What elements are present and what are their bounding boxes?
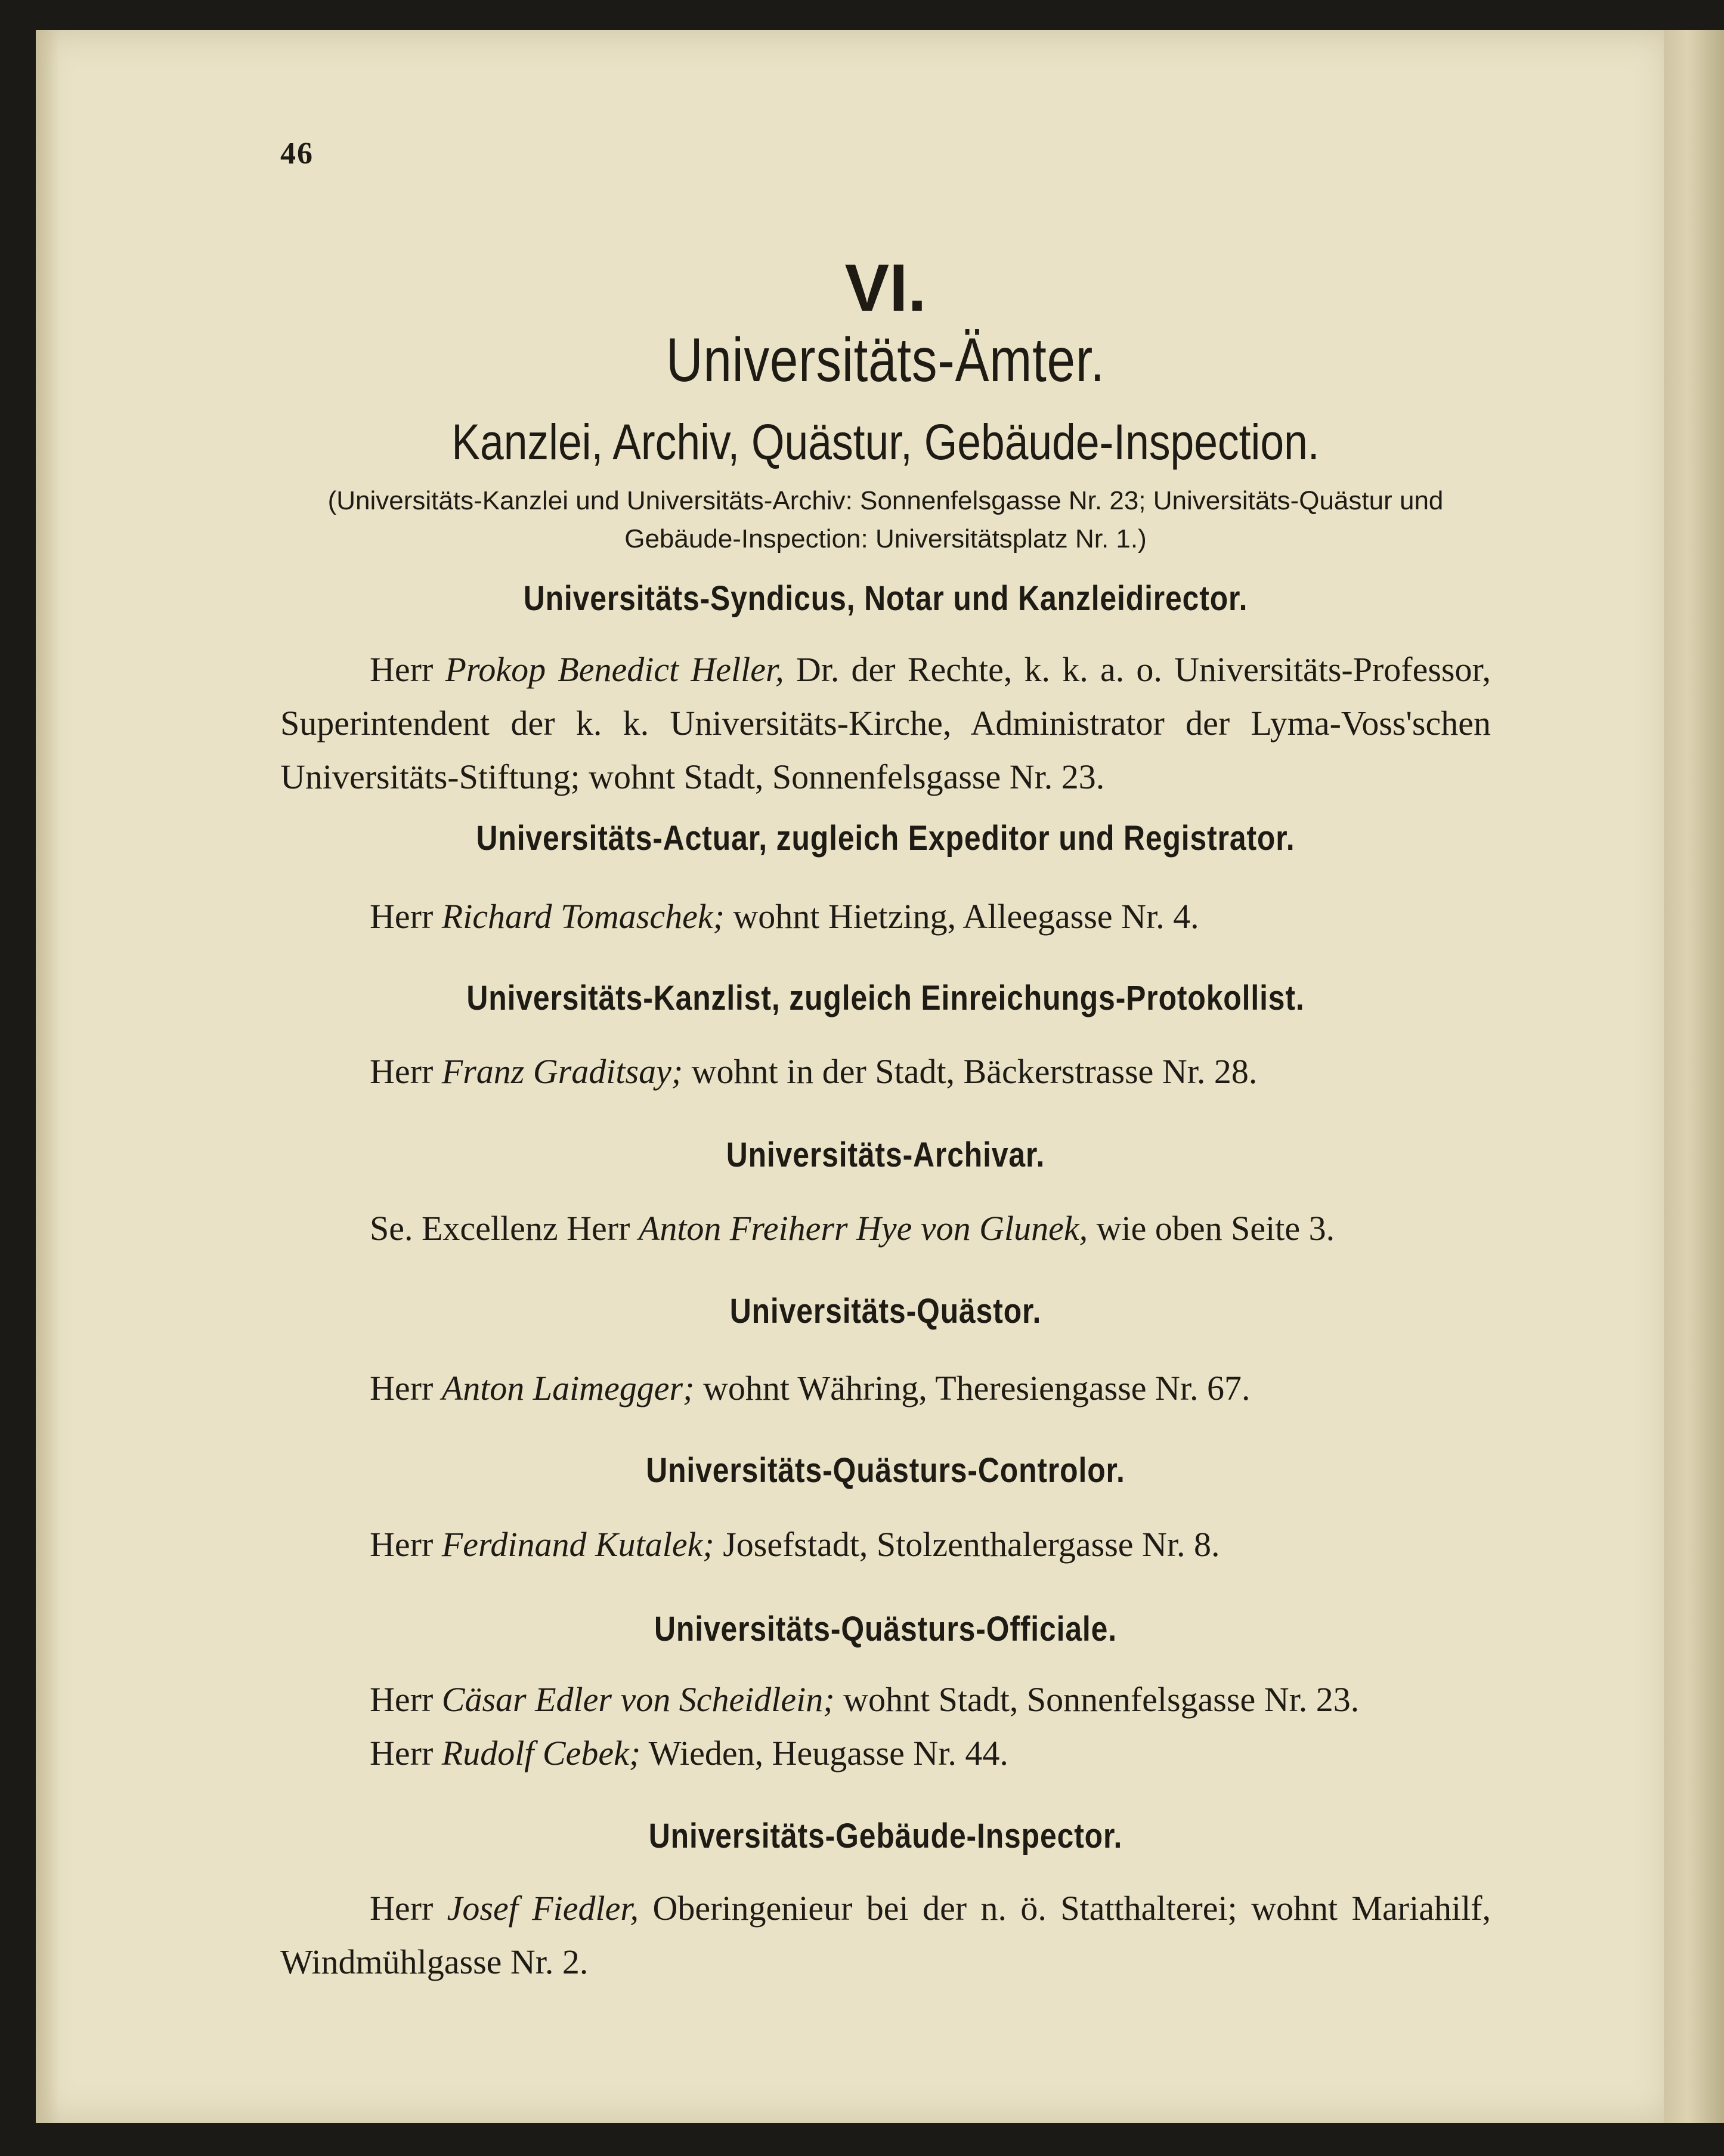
section-subtitle: Kanzlei, Archiv, Quästur, Gebäude-Inspection. <box>451 414 1320 470</box>
entry-prefix: Herr <box>370 1525 434 1564</box>
address-line: Gebäude-Inspection: Universitätsplatz Nr. 1.) <box>624 524 1147 553</box>
person-name: Rudolf Cebek; <box>441 1734 641 1773</box>
office-entry <box>280 1362 1491 1415</box>
entry-details: Josefstadt, Stolzenthalergasse Nr. 8. <box>723 1525 1220 1564</box>
entry-prefix: Herr <box>370 650 434 689</box>
page-stack-edge <box>1664 30 1724 2123</box>
office-entry <box>280 1202 1491 1255</box>
person-name: Josef Fiedler, <box>447 1889 639 1928</box>
office-entry <box>280 1045 1491 1099</box>
person-name: Ferdinand Kutalek; <box>441 1525 714 1564</box>
entry-prefix: Herr <box>370 1369 434 1408</box>
person-name: Anton Laimegger; <box>441 1369 695 1408</box>
person-name: Anton Freiherr Hye von Glunek, <box>638 1209 1088 1248</box>
entry-details: Dr. der Rechte, k. k. a. o. Universitäts-Professor, Superintendent der k. k. Universitäts-Kirche, Administrator der Lyma-Voss'schen Universitäts-Stiftung; wohnt Stadt, Sonnenfelsgasse Nr. 23. <box>280 650 1491 796</box>
entry-details: wie oben Seite 3. <box>1096 1209 1335 1248</box>
entry-prefix: Herr <box>370 1680 434 1719</box>
person-name: Prokop Benedict Heller, <box>445 650 784 689</box>
entry-details: wohnt Stadt, Sonnenfelsgasse Nr. 23. <box>843 1680 1360 1719</box>
address-line: (Universitäts-Kanzlei und Universitäts-Archiv: Sonnenfelsgasse Nr. 23; Universitäts-Quästur und <box>327 486 1444 515</box>
section-title: Universitäts-Ämter. <box>666 326 1105 395</box>
entry-prefix: Herr <box>370 1889 434 1928</box>
office-heading: Universitäts-Quästor. <box>729 1292 1042 1331</box>
office-entry <box>280 1882 1491 1989</box>
office-entry <box>280 1727 1491 1780</box>
entry-prefix: Herr <box>370 1052 434 1091</box>
office-entry <box>280 643 1491 804</box>
office-heading: Universitäts-Gebäude-Inspector. <box>648 1817 1123 1855</box>
office-heading: Universitäts-Syndicus, Notar und Kanzleidirector. <box>523 579 1248 618</box>
person-name: Cäsar Edler von Scheidlein; <box>441 1680 835 1719</box>
page-gutter <box>36 30 60 2123</box>
office-heading: Universitäts-Kanzlist, zugleich Einreichungs-Protokollist. <box>466 979 1305 1017</box>
office-entry <box>280 1673 1491 1727</box>
section-number: VI. <box>844 250 927 325</box>
address-note <box>280 482 1491 558</box>
person-name: Franz Graditsay; <box>441 1052 683 1091</box>
office-entry <box>280 890 1491 944</box>
entry-details: Oberingenieur bei der n. ö. Statthalterei; wohnt Mariahilf, Windmühlgasse Nr. 2. <box>280 1889 1491 1981</box>
entry-prefix: Se. Excellenz Herr <box>370 1209 630 1248</box>
entry-details: Wieden, Heugasse Nr. 44. <box>648 1734 1008 1773</box>
entry-details: wohnt Währing, Theresiengasse Nr. 67. <box>702 1369 1251 1408</box>
office-heading: Universitäts-Archivar. <box>726 1136 1045 1174</box>
office-heading: Universitäts-Quästurs-Officiale. <box>654 1610 1117 1648</box>
page-number: 46 <box>280 137 314 171</box>
entry-prefix: Herr <box>370 1734 434 1773</box>
entry-details: wohnt in der Stadt, Bäckerstrasse Nr. 28. <box>691 1052 1258 1091</box>
entry-details: wohnt Hietzing, Alleegasse Nr. 4. <box>733 897 1199 936</box>
office-entry <box>280 1518 1491 1572</box>
office-heading: Universitäts-Actuar, zugleich Expeditor und Registrator. <box>476 819 1295 858</box>
entry-prefix: Herr <box>370 897 434 936</box>
office-heading: Universitäts-Quästurs-Controlor. <box>646 1451 1125 1490</box>
person-name: Richard Tomaschek; <box>441 897 725 936</box>
